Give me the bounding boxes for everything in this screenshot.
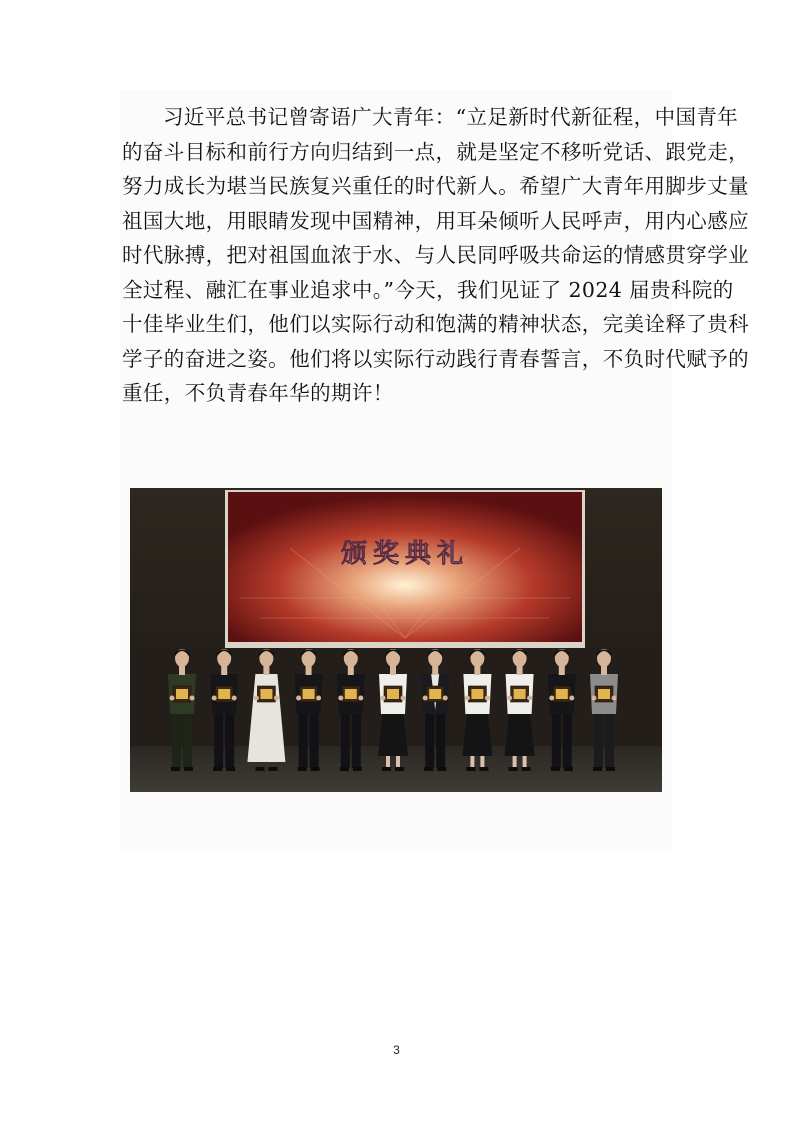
- paragraph-line: 时代脉搏，把对祖国血浓于水、与人民同呼吸共命运的情感贯穿学业: [122, 243, 749, 267]
- award-plaque: [173, 686, 191, 702]
- award-plaque: [595, 686, 613, 702]
- award-plaque: [300, 686, 318, 702]
- award-ceremony-photo: [130, 488, 662, 792]
- body-paragraph: [122, 100, 749, 411]
- paragraph-line: 重任，不负青春年华的期许！: [122, 381, 394, 405]
- paragraph-line: 祖国大地，用眼睛发现中国精神，用耳朵倾听人民呼声，用内心感应: [122, 208, 749, 233]
- paragraph-line: 的奋斗目标和前行方向归结到一点，就是坚定不移听党话、跟党走，: [122, 139, 749, 164]
- photo-illustration: [130, 488, 662, 792]
- paragraph-line: 努力成长为堪当民族复兴重任的时代新人。希望广大青年用脚步丈量: [122, 174, 749, 198]
- paragraph-line: 全过程、融汇在事业追求中。”今天，我们见证了 2024 届贵科院的: [122, 277, 734, 302]
- paragraph-line: 学子的奋进之姿。他们将以实际行动践行青春誓言，不负时代赋予的: [122, 346, 749, 371]
- award-plaque: [342, 686, 360, 702]
- award-plaque: [468, 686, 486, 702]
- paragraph-line: 十佳毕业生们，他们以实际行动和饱满的精神状态，完美诠释了贵科: [122, 312, 749, 336]
- award-plaque: [215, 686, 233, 702]
- award-plaque: [553, 686, 571, 702]
- award-plaque: [257, 686, 275, 702]
- screen-title: 颁奖典礼: [340, 539, 470, 569]
- award-plaque: [384, 686, 402, 702]
- award-plaque: [511, 686, 529, 702]
- page-number: 3: [393, 1043, 400, 1057]
- award-plaque: [426, 686, 444, 702]
- paragraph-line: 习近平总书记曾寄语广大青年：“立足新时代新征程，中国青年: [163, 105, 739, 129]
